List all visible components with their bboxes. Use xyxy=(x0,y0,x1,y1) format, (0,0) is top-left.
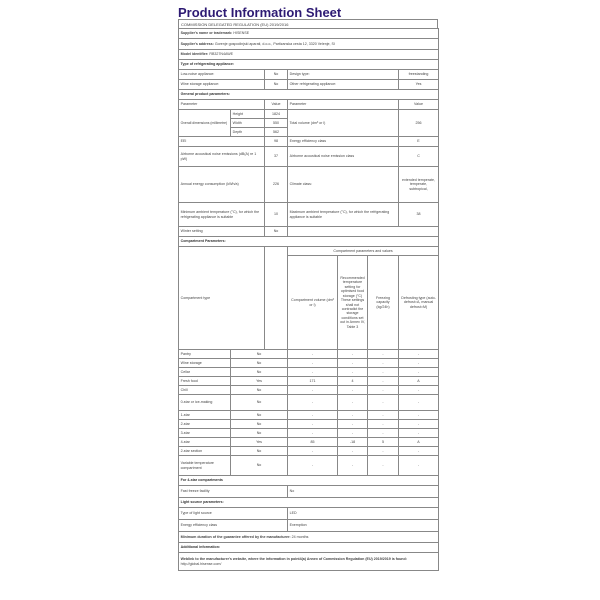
supplier-name-row xyxy=(179,29,439,39)
compartment-volume: 171 xyxy=(288,377,338,386)
compartment-freezing: - xyxy=(368,368,399,377)
other-appliance-value: Yes xyxy=(399,80,439,90)
compartment-name: 2-star xyxy=(179,420,231,429)
value-col-header-right: Value xyxy=(399,100,439,110)
compartment-freezing: - xyxy=(368,429,399,438)
compartment-freezing: - xyxy=(368,386,399,395)
compartment-freezing: 5 xyxy=(368,438,399,447)
depth-label: Depth xyxy=(231,128,265,137)
compartment-name: 1-star xyxy=(179,411,231,420)
fast-freeze-label: Fast freeze facility xyxy=(179,486,288,498)
climate-class-label: Climate class: xyxy=(288,167,399,203)
defrosting-type-header: Defrosting type (auto-defrost=A, manual defrost=M) xyxy=(399,256,439,350)
compartment-name: Variable temperature compartment xyxy=(179,456,231,476)
compartment-row xyxy=(179,350,439,359)
height-label: Height xyxy=(231,110,265,119)
appliance-type-heading: Type of refrigerating appliance: xyxy=(179,60,439,70)
guarantee-value: 24 months xyxy=(291,534,309,539)
compartment-params-heading: Compartment parameters and values xyxy=(288,247,439,256)
compartment-row xyxy=(179,395,439,411)
compartment-name: 3-star xyxy=(179,429,231,438)
compartment-temp: - xyxy=(338,350,368,359)
compartment-row xyxy=(179,429,439,438)
compartment-row xyxy=(179,456,439,476)
design-type-label: Design type: xyxy=(288,70,399,80)
compartment-freezing: - xyxy=(368,420,399,429)
compartment-type-label: Compartment type xyxy=(179,247,265,350)
regulation-reference: COMMISSION DELEGATED REGULATION (EU) 2019/2016 xyxy=(178,19,438,28)
compartment-defrost: - xyxy=(399,429,439,438)
compartment-volume: - xyxy=(288,368,338,377)
compartment-present: No xyxy=(231,350,288,359)
product-information-sheet xyxy=(178,0,440,600)
winter-setting-value: No xyxy=(265,227,288,237)
compartment-volume: - xyxy=(288,350,338,359)
compartment-row xyxy=(179,386,439,395)
additional-info-heading: Additional information: xyxy=(179,543,439,553)
freezing-capacity-header: Freezing capacity (kg/24h) xyxy=(368,256,399,350)
compartment-volume: - xyxy=(288,447,338,456)
compartment-present: No xyxy=(231,420,288,429)
compartment-freezing: - xyxy=(368,411,399,420)
compartment-defrost: - xyxy=(399,395,439,411)
design-type-value: freestanding xyxy=(399,70,439,80)
recommended-temp-header: Recommended temperature setting for optimised food storage (°C) These settings shall not contradict the storage conditions set out in Annex IV, Table 3 xyxy=(338,256,368,350)
compartment-present: No xyxy=(231,386,288,395)
compartment-temp: -18 xyxy=(338,438,368,447)
compartment-present: No xyxy=(231,395,288,411)
compartment-present: No xyxy=(231,447,288,456)
compartment-freezing: - xyxy=(368,359,399,368)
parameter-col-header: Parameter xyxy=(179,100,265,110)
compartment-volume: - xyxy=(288,395,338,411)
compartment-temp: - xyxy=(338,456,368,476)
compartment-defrost: - xyxy=(399,411,439,420)
supplier-address-label: Supplier's address: xyxy=(180,41,214,46)
model-identifier-row xyxy=(179,50,439,60)
noise-class-value: C xyxy=(399,147,439,167)
info-table xyxy=(178,28,439,571)
compartment-temp: 4 xyxy=(338,377,368,386)
compartment-defrost: A xyxy=(399,377,439,386)
parameter-col-header-right: Parameter xyxy=(288,100,399,110)
four-star-heading: For 4-star compartments xyxy=(179,476,439,486)
compartment-freezing: - xyxy=(368,395,399,411)
weblink-row xyxy=(179,553,439,571)
min-ambient-temp-value: 10 xyxy=(265,203,288,227)
compartment-present: Yes xyxy=(231,438,288,447)
noise-class-label: Airborne acoustical noise emission class xyxy=(288,147,399,167)
low-noise-label: Low-noise appliance: xyxy=(179,70,265,80)
other-appliance-label: Other refrigerating appliance: xyxy=(288,80,399,90)
weblink-label: Weblink to the manufacturer's website, where the information in point4(a) Annex of Commission Regulation (EU) 2019/2019 is found: xyxy=(180,557,407,562)
compartment-present: No xyxy=(231,456,288,476)
page-title: Product Information Sheet xyxy=(178,5,342,20)
supplier-address-row xyxy=(179,39,439,50)
climate-class-value: extended temperate, temperate, subtropical, xyxy=(399,167,439,203)
compartment-defrost: - xyxy=(399,359,439,368)
eei-value: 98 xyxy=(265,137,288,147)
winter-setting-label: Winter setting xyxy=(179,227,265,237)
general-parameters-heading: General product parameters: xyxy=(179,90,439,100)
compartment-row xyxy=(179,377,439,386)
compartment-temp: - xyxy=(338,447,368,456)
compartment-row xyxy=(179,411,439,420)
compartment-freezing: - xyxy=(368,350,399,359)
compartment-present: No xyxy=(231,411,288,420)
light-class-value: Exemption xyxy=(288,520,439,532)
compartment-rows xyxy=(179,350,439,476)
guarantee-label: Minimum duration of the guarantee offered by the manufacturer: xyxy=(180,534,291,539)
compartment-volume: - xyxy=(288,386,338,395)
compartment-volume: - xyxy=(288,456,338,476)
compartment-present: No xyxy=(231,359,288,368)
compartment-defrost: - xyxy=(399,350,439,359)
compartment-volume: 85 xyxy=(288,438,338,447)
compartment-name: Pantry xyxy=(179,350,231,359)
annual-energy-label: Annual energy consumption (kWh/a) xyxy=(179,167,265,203)
light-source-heading: Light source parameters: xyxy=(179,498,439,508)
compartment-row xyxy=(179,359,439,368)
compartment-volume: - xyxy=(288,429,338,438)
compartment-row xyxy=(179,368,439,377)
compartment-temp: - xyxy=(338,429,368,438)
compartment-present: Yes xyxy=(231,377,288,386)
compartment-volume: - xyxy=(288,359,338,368)
compartment-temp: - xyxy=(338,368,368,377)
compartment-defrost: - xyxy=(399,456,439,476)
compartment-present: No xyxy=(231,429,288,438)
noise-emissions-value: 37 xyxy=(265,147,288,167)
compartment-freezing: - xyxy=(368,456,399,476)
depth-value: 562 xyxy=(265,128,288,137)
overall-dimensions-label: Overall dimensions (millimetre) xyxy=(179,110,231,137)
compartment-volume: - xyxy=(288,420,338,429)
compartment-defrost: - xyxy=(399,386,439,395)
compartment-freezing: - xyxy=(368,447,399,456)
compartment-name: Cellar xyxy=(179,368,231,377)
max-ambient-temp-label: Maximum ambient temperature (°C), for which the refrigerating appliance is suitable xyxy=(288,203,399,227)
energy-class-value: E xyxy=(399,137,439,147)
model-identifier-value: RB327N4AWE xyxy=(209,52,233,57)
low-noise-value: No xyxy=(265,70,288,80)
width-label: Width xyxy=(231,119,265,128)
model-identifier-label: Model identifier: xyxy=(180,52,209,57)
fast-freeze-value: No xyxy=(288,486,439,498)
supplier-address-value: Gorenje gospodinjski aparati, d.o.o., Partizanska cesta 12, 3320 Velenje, SI xyxy=(214,41,335,46)
compartment-temp: - xyxy=(338,386,368,395)
compartment-defrost: - xyxy=(399,447,439,456)
light-type-value: LED xyxy=(288,508,439,520)
compartment-name: 2-star section xyxy=(179,447,231,456)
compartment-name: 0-star or ice-making xyxy=(179,395,231,411)
max-ambient-temp-value: 38 xyxy=(399,203,439,227)
compartment-freezing: - xyxy=(368,377,399,386)
compartment-temp: - xyxy=(338,359,368,368)
width-value: 550 xyxy=(265,119,288,128)
compartment-defrost: A xyxy=(399,438,439,447)
compartment-row xyxy=(179,447,439,456)
compartment-temp: - xyxy=(338,420,368,429)
compartment-temp: - xyxy=(338,395,368,411)
annual-energy-value: 226 xyxy=(265,167,288,203)
supplier-name-label: Supplier's name or trademark: xyxy=(180,31,233,36)
weblink-value[interactable]: http://global.hisense.com/ xyxy=(180,561,222,566)
energy-class-label: Energy efficiency class xyxy=(288,137,399,147)
supplier-name-value: HISENSE xyxy=(233,31,250,36)
noise-emissions-label: Airborne acoustical noise emissions (dB(A) re 1 pW) xyxy=(179,147,265,167)
compartment-name: Fresh food xyxy=(179,377,231,386)
compartment-name: Chill xyxy=(179,386,231,395)
compartment-parameters-heading: Compartment Parameters: xyxy=(179,237,439,247)
min-ambient-temp-label: Minimum ambient temperature (°C), for which the refrigerating appliance is suitable xyxy=(179,203,265,227)
compartment-present: No xyxy=(231,368,288,377)
compartment-temp: - xyxy=(338,411,368,420)
value-col-header: Value xyxy=(265,100,288,110)
total-volume-value: 256 xyxy=(399,110,439,137)
compartment-row xyxy=(179,420,439,429)
compartment-name: Wine storage xyxy=(179,359,231,368)
light-class-label: Energy efficiency class xyxy=(179,520,288,532)
wine-storage-value: No xyxy=(265,80,288,90)
wine-storage-label: Wine storage appliance: xyxy=(179,80,265,90)
guarantee-row xyxy=(179,532,439,543)
compartment-name: 4-star xyxy=(179,438,231,447)
light-type-label: Type of light source xyxy=(179,508,288,520)
eei-label: EEI xyxy=(179,137,265,147)
height-value: 1824 xyxy=(265,110,288,119)
compartment-defrost: - xyxy=(399,368,439,377)
compartment-volume: - xyxy=(288,411,338,420)
compartment-defrost: - xyxy=(399,420,439,429)
compartment-volume-header: Compartment volume (dm³ or l) xyxy=(288,256,338,350)
compartment-row xyxy=(179,438,439,447)
total-volume-label: Total volume (dm³ or l) xyxy=(288,110,399,137)
